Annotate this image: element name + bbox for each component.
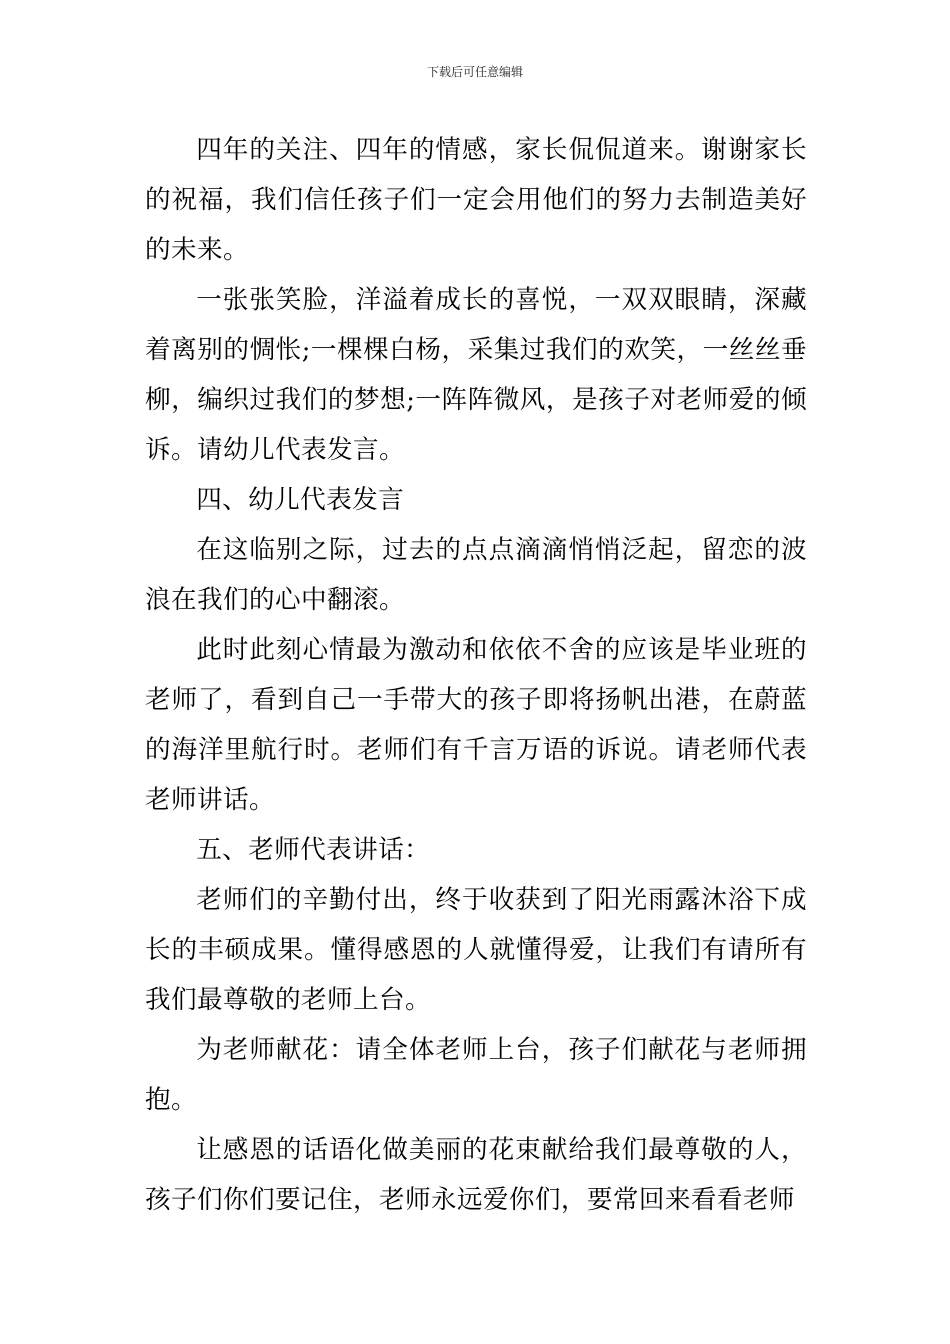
paragraph-gratitude: 让感恩的话语化做美丽的花束献给我们最尊敬的人，孩子们你们要记住，老师永远爱你们，要常回来看看老师 <box>145 1135 807 1215</box>
section-heading-teacher-speech: 五、老师代表讲话： <box>196 835 431 865</box>
page-header: 下载后可任意编辑 <box>426 65 523 79</box>
paragraph-smiling-faces: 一张张笑脸，洋溢着成长的喜悦，一双双眼睛，深藏着离别的惆怅;一棵棵白杨，采集过我们的欢笑，一丝丝垂柳，编织过我们的梦想;一阵阵微风，是孩子对老师爱的倾诉。请幼儿代表发言。 <box>145 285 807 465</box>
document-body <box>145 125 807 1225</box>
section-heading-child-speech: 四、幼儿代表发言 <box>196 485 405 515</box>
paragraph-farewell: 在这临别之际，过去的点点滴滴悄悄泛起，留恋的波浪在我们的心中翻滚。 <box>145 535 807 615</box>
paragraph-parent-thanks: 四年的关注、四年的情感，家长侃侃道来。谢谢家长的祝福，我们信任孩子们一定会用他们的努力去制造美好的未来。 <box>145 135 807 265</box>
paragraph-teacher-feelings: 此时此刻心情最为激动和依依不舍的应该是毕业班的老师了，看到自己一手带大的孩子即将扬帆出港，在蔚蓝的海洋里航行时。老师们有千言万语的诉说。请老师代表老师讲话。 <box>145 635 807 815</box>
paragraph-flower-presentation: 为老师献花：请全体老师上台，孩子们献花与老师拥抱。 <box>145 1035 807 1115</box>
paragraph-teacher-efforts: 老师们的辛勤付出，终于收获到了阳光雨露沐浴下成长的丰硕成果。懂得感恩的人就懂得爱，让我们有请所有我们最尊敬的老师上台。 <box>145 885 807 1015</box>
